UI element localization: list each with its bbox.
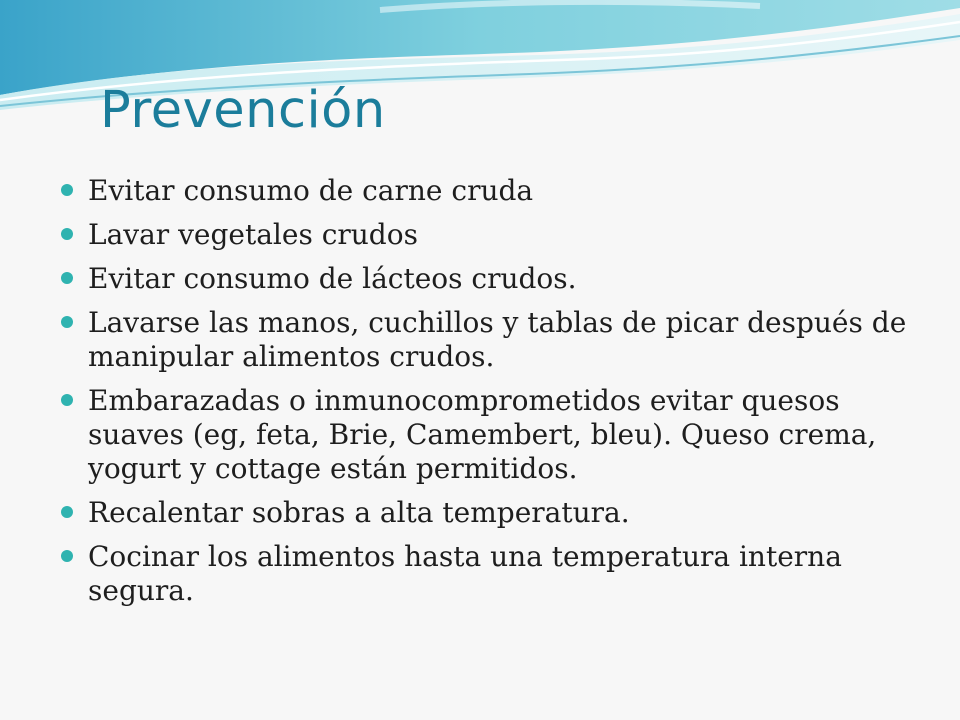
slide-title: Prevención [100, 81, 386, 140]
bullet-list [88, 174, 918, 618]
bullet-dot-icon [61, 228, 73, 240]
bullet-item [88, 384, 918, 486]
bullet-item [88, 496, 918, 530]
bullet-dot-icon [61, 394, 73, 406]
bullet-text: Lavar vegetales crudos [88, 218, 418, 251]
bullet-dot-icon [61, 272, 73, 284]
bullet-item [88, 174, 918, 208]
bullet-dot-icon [61, 316, 73, 328]
bullet-item [88, 218, 918, 252]
bullet-text: Cocinar los alimentos hasta una temperatura interna segura. [88, 540, 842, 607]
bullet-text: Lavarse las manos, cuchillos y tablas de picar después de manipular alimentos crudos. [88, 306, 907, 373]
bullet-dot-icon [61, 506, 73, 518]
bullet-item [88, 262, 918, 296]
bullet-dot-icon [61, 550, 73, 562]
bullet-item [88, 540, 918, 608]
bullet-text: Recalentar sobras a alta temperatura. [88, 496, 630, 529]
bullet-item [88, 306, 918, 374]
bullet-text: Embarazadas o inmunocomprometidos evitar quesos suaves (eg, feta, Brie, Camembert, bleu). Queso crema, yogurt y cottage están permitidos. [88, 384, 877, 485]
bullet-text: Evitar consumo de carne cruda [88, 174, 534, 207]
bullet-dot-icon [61, 184, 73, 196]
bullet-text: Evitar consumo de lácteos crudos. [88, 262, 577, 295]
